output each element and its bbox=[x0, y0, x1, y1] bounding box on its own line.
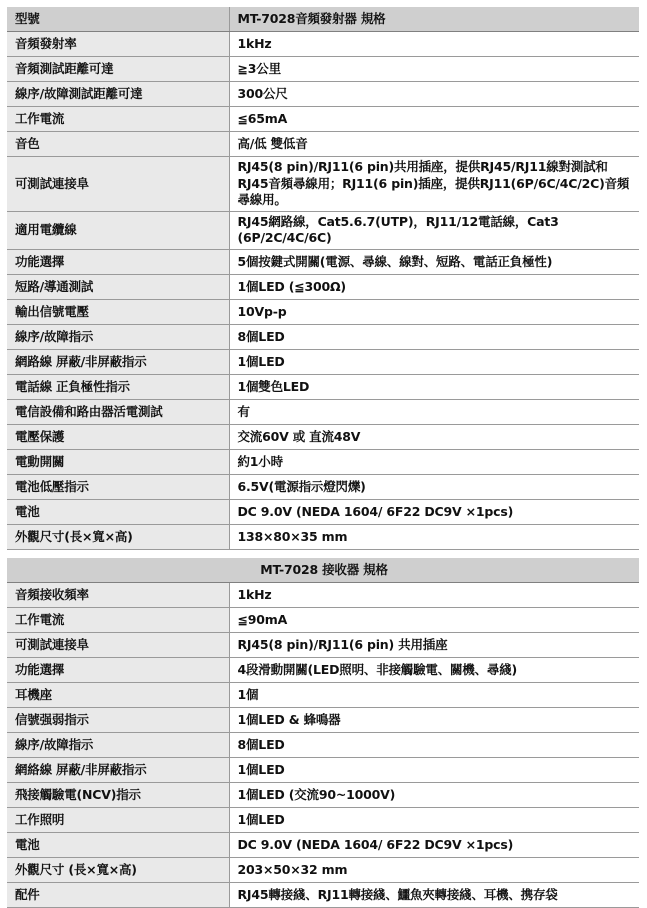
spec-row bbox=[7, 211, 639, 249]
spec-label: 音頻發射率 bbox=[7, 32, 229, 57]
spec-label: 電池 bbox=[7, 832, 229, 857]
spec-label: 工作照明 bbox=[7, 807, 229, 832]
spec-label: 音頻接收頻率 bbox=[7, 582, 229, 607]
spec-value: ≧3公里 bbox=[229, 57, 639, 82]
spec-label: 可測試連接阜 bbox=[7, 157, 229, 212]
spec-label: 電壓保護 bbox=[7, 424, 229, 449]
spec-row bbox=[7, 882, 639, 907]
section-gap bbox=[7, 550, 639, 558]
spec-label: 耳機座 bbox=[7, 682, 229, 707]
spec-value: 300公尺 bbox=[229, 82, 639, 107]
model-label: 型號 bbox=[7, 7, 229, 32]
spec-value: 5個按鍵式開關(電源、尋線、線對、短路、電話正負極性) bbox=[229, 249, 639, 274]
spec-row bbox=[7, 782, 639, 807]
spec-row bbox=[7, 757, 639, 782]
spec-row bbox=[7, 374, 639, 399]
spec-value: 有 bbox=[229, 399, 639, 424]
spec-row bbox=[7, 299, 639, 324]
spec-row bbox=[7, 82, 639, 107]
spec-value: 1個LED bbox=[229, 757, 639, 782]
transmitter-spec-table bbox=[7, 7, 639, 550]
spec-row bbox=[7, 732, 639, 757]
spec-value: 1個LED (交流90~1000V) bbox=[229, 782, 639, 807]
spec-label: 可測試連接阜 bbox=[7, 632, 229, 657]
spec-value: 203×50×32 mm bbox=[229, 857, 639, 882]
spec-value: 1個雙色LED bbox=[229, 374, 639, 399]
spec-label: 輸出信號電壓 bbox=[7, 299, 229, 324]
spec-row bbox=[7, 132, 639, 157]
spec-label: 線序/故障指示 bbox=[7, 732, 229, 757]
spec-row bbox=[7, 657, 639, 682]
spec-label: 電池 bbox=[7, 499, 229, 524]
spec-label: 電信設備和路由器活電測試 bbox=[7, 399, 229, 424]
spec-row bbox=[7, 707, 639, 732]
spec-label: 網絡線 屏蔽/非屏蔽指示 bbox=[7, 757, 229, 782]
spec-value: 1個 bbox=[229, 682, 639, 707]
spec-row bbox=[7, 424, 639, 449]
spec-row bbox=[7, 349, 639, 374]
spec-label: 工作電流 bbox=[7, 607, 229, 632]
spec-value: 1個LED bbox=[229, 349, 639, 374]
spec-sheet bbox=[7, 7, 639, 908]
spec-value: 1個LED (≦300Ω) bbox=[229, 274, 639, 299]
spec-value: RJ45轉接綫、RJ11轉接綫、鱷魚夾轉接綫、耳機、携存袋 bbox=[229, 882, 639, 907]
spec-value: 1個LED bbox=[229, 807, 639, 832]
spec-value: 交流60V 或 直流48V bbox=[229, 424, 639, 449]
spec-label: 音頻測試距離可達 bbox=[7, 57, 229, 82]
transmitter-header-row bbox=[7, 7, 639, 32]
spec-value: 138×80×35 mm bbox=[229, 524, 639, 549]
spec-row bbox=[7, 57, 639, 82]
spec-value: 8個LED bbox=[229, 324, 639, 349]
spec-value: 6.5V(電源指示燈閃爍) bbox=[229, 474, 639, 499]
spec-row bbox=[7, 107, 639, 132]
spec-value: ≦90mA bbox=[229, 607, 639, 632]
spec-row bbox=[7, 399, 639, 424]
spec-row bbox=[7, 324, 639, 349]
spec-row bbox=[7, 32, 639, 57]
spec-value: 4段滑動開關(LED照明、非接觸驗電、關機、尋綫) bbox=[229, 657, 639, 682]
spec-row bbox=[7, 474, 639, 499]
spec-value: ≦65mA bbox=[229, 107, 639, 132]
spec-label: 功能選擇 bbox=[7, 249, 229, 274]
spec-row bbox=[7, 807, 639, 832]
spec-label: 信號强弱指示 bbox=[7, 707, 229, 732]
spec-row bbox=[7, 632, 639, 657]
transmitter-title: MT-7028音頻發射器 規格 bbox=[229, 7, 639, 32]
spec-label: 外觀尺寸(長×寬×高) bbox=[7, 524, 229, 549]
spec-row bbox=[7, 582, 639, 607]
spec-row bbox=[7, 499, 639, 524]
spec-label: 音色 bbox=[7, 132, 229, 157]
spec-label: 外觀尺寸 (長×寬×高) bbox=[7, 857, 229, 882]
spec-value: 1kHz bbox=[229, 582, 639, 607]
receiver-spec-table bbox=[7, 558, 639, 908]
spec-row bbox=[7, 249, 639, 274]
spec-label: 短路/導通測試 bbox=[7, 274, 229, 299]
spec-label: 配件 bbox=[7, 882, 229, 907]
spec-label: 電池低壓指示 bbox=[7, 474, 229, 499]
receiver-title: MT-7028 接收器 規格 bbox=[7, 558, 639, 583]
spec-value: 1個LED & 蜂鳴器 bbox=[229, 707, 639, 732]
spec-label: 功能選擇 bbox=[7, 657, 229, 682]
spec-value: 8個LED bbox=[229, 732, 639, 757]
spec-row bbox=[7, 857, 639, 882]
spec-value: DC 9.0V (NEDA 1604/ 6F22 DC9V ×1pcs) bbox=[229, 832, 639, 857]
spec-label: 線序/故障指示 bbox=[7, 324, 229, 349]
spec-label: 電話線 正負極性指示 bbox=[7, 374, 229, 399]
spec-label: 網路線 屏蔽/非屏蔽指示 bbox=[7, 349, 229, 374]
spec-row bbox=[7, 832, 639, 857]
spec-row bbox=[7, 157, 639, 212]
spec-value: 10Vp-p bbox=[229, 299, 639, 324]
spec-label: 電動開關 bbox=[7, 449, 229, 474]
spec-value: RJ45(8 pin)/RJ11(6 pin) 共用插座 bbox=[229, 632, 639, 657]
spec-value: 約1小時 bbox=[229, 449, 639, 474]
spec-label: 飛接觸驗電(NCV)指示 bbox=[7, 782, 229, 807]
spec-value: RJ45網路線，Cat5.6.7(UTP)，RJ11/12電話線，Cat3 (6P/2C/4C/6C) bbox=[229, 211, 639, 249]
spec-value: 高/低 雙低音 bbox=[229, 132, 639, 157]
spec-label: 工作電流 bbox=[7, 107, 229, 132]
spec-value: RJ45(8 pin)/RJ11(6 pin)共用插座，提供RJ45/RJ11線對測試和RJ45音頻尋線用；RJ11(6 pin)插座，提供RJ11(6P/6C/4C/2C)音頻尋線用。 bbox=[229, 157, 639, 212]
spec-label: 線序/故障測試距離可達 bbox=[7, 82, 229, 107]
spec-value: DC 9.0V (NEDA 1604/ 6F22 DC9V ×1pcs) bbox=[229, 499, 639, 524]
spec-row bbox=[7, 274, 639, 299]
spec-row bbox=[7, 607, 639, 632]
spec-label: 適用電纜線 bbox=[7, 211, 229, 249]
spec-row bbox=[7, 449, 639, 474]
spec-row bbox=[7, 682, 639, 707]
spec-row bbox=[7, 524, 639, 549]
spec-value: 1kHz bbox=[229, 32, 639, 57]
receiver-header-row bbox=[7, 558, 639, 583]
